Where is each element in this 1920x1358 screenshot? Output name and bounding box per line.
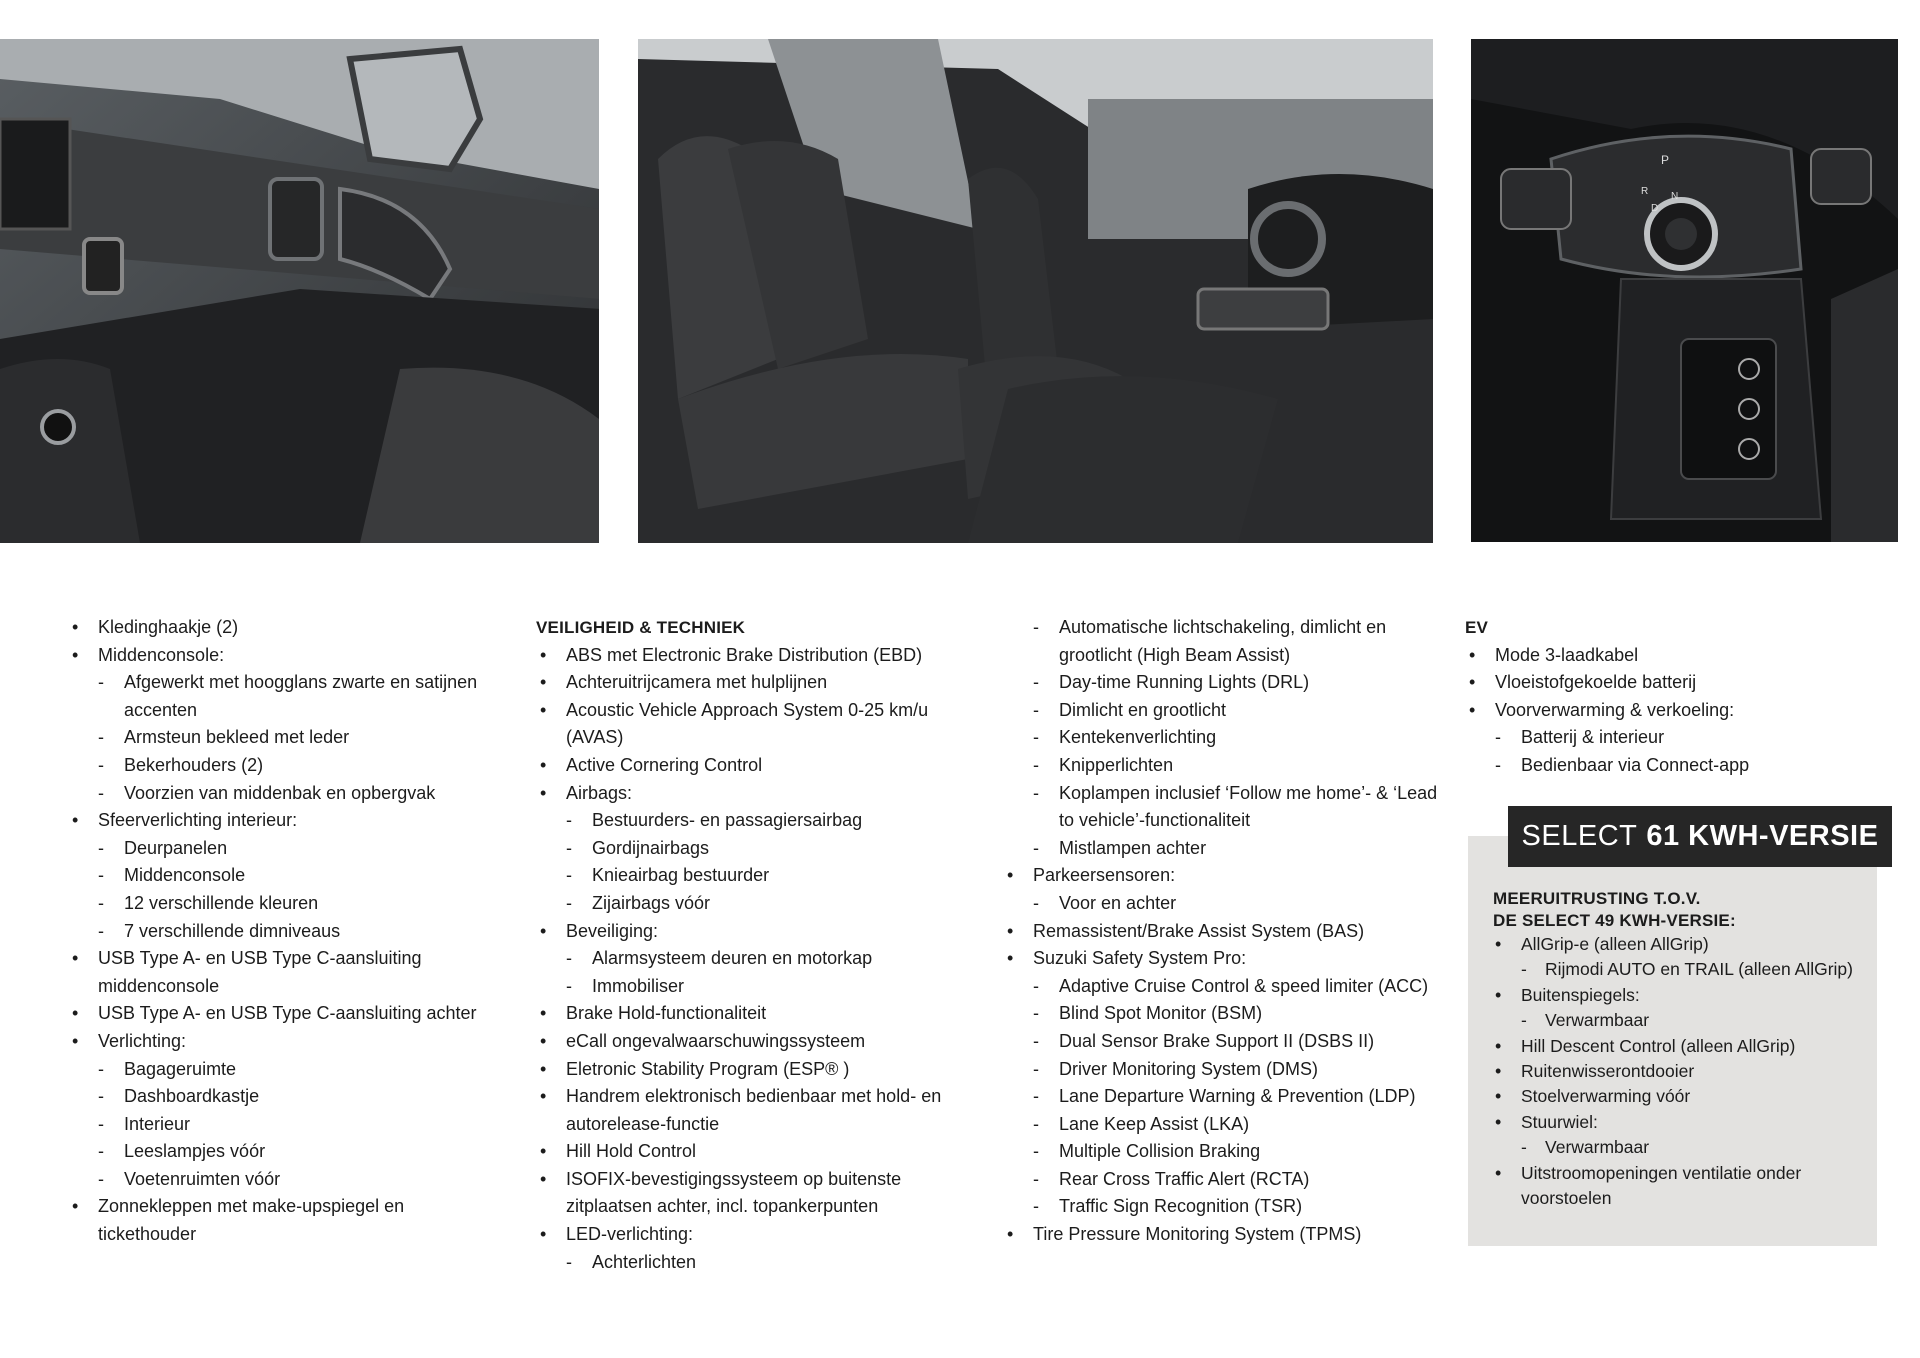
sub-item: - Voorzien van middenbak en opbergvak	[68, 780, 498, 808]
list-item: • Tire Pressure Monitoring System (TPMS)	[1003, 1221, 1443, 1249]
sub-item: - Alarmsysteem deuren en motorkap	[536, 945, 976, 973]
list-item: • Uitstroomopeningen ventilatie onder voorstoelen	[1493, 1161, 1873, 1212]
list-item: • Zonnekleppen met make-upspiegel en tickethouder	[68, 1193, 498, 1248]
list-item: • Active Cornering Control	[536, 752, 976, 780]
list-item: • AllGrip-e (alleen AllGrip)	[1493, 932, 1873, 957]
sub-item: - Lane Keep Assist (LKA)	[1003, 1111, 1443, 1139]
sub-item: - Immobiliser	[536, 973, 976, 1001]
gear-console-photo	[1471, 39, 1898, 542]
sub-item: - Deurpanelen	[68, 835, 498, 863]
sub-item: - Mistlampen achter	[1003, 835, 1443, 863]
sub-item: - Day-time Running Lights (DRL)	[1003, 669, 1443, 697]
section-heading: VEILIGHEID & TECHNIEK	[536, 618, 746, 637]
list-item: • Voorverwarming & verkoeling:	[1465, 697, 1885, 725]
banner-version: 61 KWH-VERSIE	[1646, 820, 1879, 852]
sub-item: - Middenconsole	[68, 862, 498, 890]
select-version-banner	[1508, 806, 1892, 867]
sub-item: - Afgewerkt met hoogglans zwarte en satijnen accenten	[68, 669, 498, 724]
sub-item: - Batterij & interieur	[1465, 724, 1885, 752]
sub-item: - 7 verschillende dimniveaus	[68, 918, 498, 946]
sub-item: - Verwarmbaar	[1493, 1008, 1873, 1033]
sub-item: - Rear Cross Traffic Alert (RCTA)	[1003, 1166, 1443, 1194]
sub-item: - Gordijnairbags	[536, 835, 976, 863]
sub-item: - Armsteun bekleed met leder	[68, 724, 498, 752]
sub-item: - Verwarmbaar	[1493, 1135, 1873, 1160]
sub-item: - Zijairbags vóór	[536, 890, 976, 918]
sub-item: - Leeslampjes vóór	[68, 1138, 498, 1166]
sub-item: - Knipperlichten	[1003, 752, 1443, 780]
list-item: • Stoelverwarming vóór	[1493, 1084, 1873, 1109]
sub-item: - Multiple Collision Braking	[1003, 1138, 1443, 1166]
list-item: • Sfeerverlichting interieur:	[68, 807, 498, 835]
svg-text:R: R	[1641, 186, 1649, 197]
svg-text:P: P	[1661, 153, 1670, 167]
column-interior	[68, 614, 498, 1249]
sub-item: - Kentekenverlichting	[1003, 724, 1443, 752]
list-item: • Hill Hold Control	[536, 1138, 976, 1166]
sub-item: - Dimlicht en grootlicht	[1003, 697, 1443, 725]
list-item: • Middenconsole:	[68, 642, 498, 670]
sub-item: - 12 verschillende kleuren	[68, 890, 498, 918]
seats-interior-photo	[638, 39, 1433, 543]
sub-item: - Achterlichten	[536, 1249, 976, 1277]
sub-item: - Bekerhouders (2)	[68, 752, 498, 780]
svg-text:N: N	[1671, 191, 1679, 202]
sub-item: - Dual Sensor Brake Support II (DSBS II)	[1003, 1028, 1443, 1056]
banner-label: SELECT	[1521, 820, 1638, 852]
sub-item: - Blind Spot Monitor (BSM)	[1003, 1000, 1443, 1028]
list-item: • Suzuki Safety System Pro:	[1003, 945, 1443, 973]
extras-heading-line-1: MEERUITRUSTING T.O.V.	[1493, 889, 1701, 908]
svg-text:D: D	[1651, 203, 1659, 214]
sub-item: - Voor en achter	[1003, 890, 1443, 918]
sub-item: - Interieur	[68, 1111, 498, 1139]
select-extras-list	[1493, 888, 1873, 1211]
list-item: • Remassistent/Brake Assist System (BAS)	[1003, 918, 1443, 946]
sub-item: - Voetenruimten vóór	[68, 1166, 498, 1194]
list-item: • Buitenspiegels:	[1493, 983, 1873, 1008]
list-item: • Vloeistofgekoelde batterij	[1465, 669, 1885, 697]
sub-item: - Adaptive Cruise Control & speed limiter (ACC)	[1003, 973, 1443, 1001]
sub-item: - Automatische lichtschakeling, dimlicht en grootlicht (High Beam Assist)	[1003, 614, 1443, 669]
sub-item: - Rijmodi AUTO en TRAIL (alleen AllGrip)	[1493, 957, 1873, 982]
list-item: • Kledinghaakje (2)	[68, 614, 498, 642]
sub-item: - Bestuurders- en passagiersairbag	[536, 807, 976, 835]
list-item: • Brake Hold-functionaliteit	[536, 1000, 976, 1028]
sub-item: - Driver Monitoring System (DMS)	[1003, 1056, 1443, 1084]
list-item: • ABS met Electronic Brake Distribution (EBD)	[536, 642, 976, 670]
list-item: • Beveiliging:	[536, 918, 976, 946]
list-item: • Airbags:	[536, 780, 976, 808]
sub-item: - Dashboardkastje	[68, 1083, 498, 1111]
sub-item: - Koplampen inclusief ‘Follow me home’- & ‘Lead to vehicle’-functionaliteit	[1003, 780, 1443, 835]
sub-item: - Knieairbag bestuurder	[536, 862, 976, 890]
dashboard-interior-photo	[0, 39, 599, 543]
section-heading: EV	[1465, 618, 1489, 637]
list-item: • USB Type A- en USB Type C-aansluiting achter	[68, 1000, 498, 1028]
list-item: • Handrem elektronisch bedienbaar met hold- en autorelease-functie	[536, 1083, 976, 1138]
column-safety	[536, 614, 976, 1276]
column-ev	[1465, 614, 1885, 780]
list-item: • Eletronic Stability Program (ESP® )	[536, 1056, 976, 1084]
list-item: • eCall ongevalwaarschuwingssysteem	[536, 1028, 976, 1056]
list-item: • Parkeersensoren:	[1003, 862, 1443, 890]
list-item: • USB Type A- en USB Type C-aansluiting middenconsole	[68, 945, 498, 1000]
sub-item: - Lane Departure Warning & Prevention (LDP)	[1003, 1083, 1443, 1111]
sub-item: - Bagageruimte	[68, 1056, 498, 1084]
list-item: • Mode 3-laadkabel	[1465, 642, 1885, 670]
sub-item: - Traffic Sign Recognition (TSR)	[1003, 1193, 1443, 1221]
list-item: • Ruitenwisserontdooier	[1493, 1059, 1873, 1084]
list-item: • Hill Descent Control (alleen AllGrip)	[1493, 1034, 1873, 1059]
extras-heading-line-2: DE SELECT 49 KWH-VERSIE:	[1493, 911, 1736, 930]
list-item: • Stuurwiel:	[1493, 1110, 1873, 1135]
column-safety-continued	[1003, 614, 1443, 1249]
list-item: • LED-verlichting:	[536, 1221, 976, 1249]
list-item: • Achteruitrijcamera met hulplijnen	[536, 669, 976, 697]
sub-item: - Bedienbaar via Connect-app	[1465, 752, 1885, 780]
list-item: • Acoustic Vehicle Approach System 0-25 km/u (AVAS)	[536, 697, 976, 752]
list-item: • Verlichting:	[68, 1028, 498, 1056]
list-item: • ISOFIX-bevestigingssysteem op buitenste zitplaatsen achter, incl. topankerpunten	[536, 1166, 976, 1221]
